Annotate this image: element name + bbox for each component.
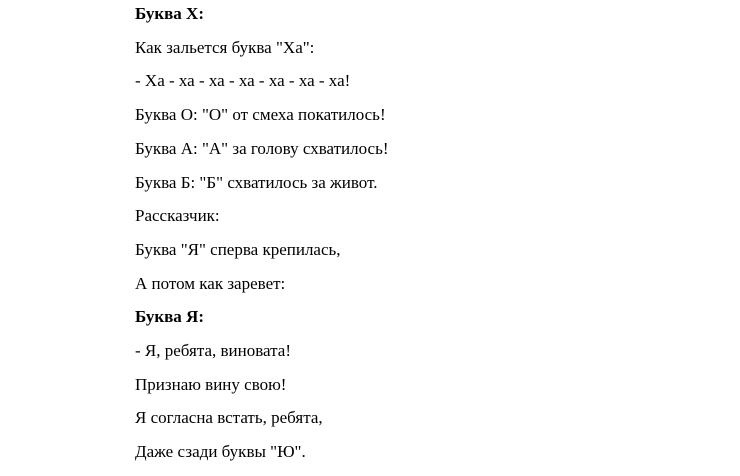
script-line: Буква О: "О" от смеха покатилось! (135, 105, 386, 125)
script-line: Буква Б: "Б" схватилось за живот. (135, 172, 378, 192)
script-line: - Я, ребята, виновата! (135, 341, 291, 361)
script-line: Я согласна встать, ребята, (135, 408, 323, 428)
script-line: А потом как заревет: (135, 273, 286, 293)
script-line: - Ха - ха - ха - ха - ха - ха - ха! (135, 71, 351, 91)
character-heading: Буква Х: (135, 4, 204, 23)
script-line: Рассказчик: (135, 206, 220, 226)
character-heading: Буква Я: (135, 307, 204, 327)
script-line: Даже сзади буквы "Ю". (135, 442, 306, 462)
script-line: Буква А: "А" за голову схватилось! (135, 138, 389, 158)
script-line: Буква "Я" сперва крепилась, (135, 239, 341, 259)
script-line: Как зальется буква "Ха": (135, 37, 315, 57)
script-text-column (135, 0, 720, 469)
script-line: Признаю вину свою! (135, 374, 287, 394)
